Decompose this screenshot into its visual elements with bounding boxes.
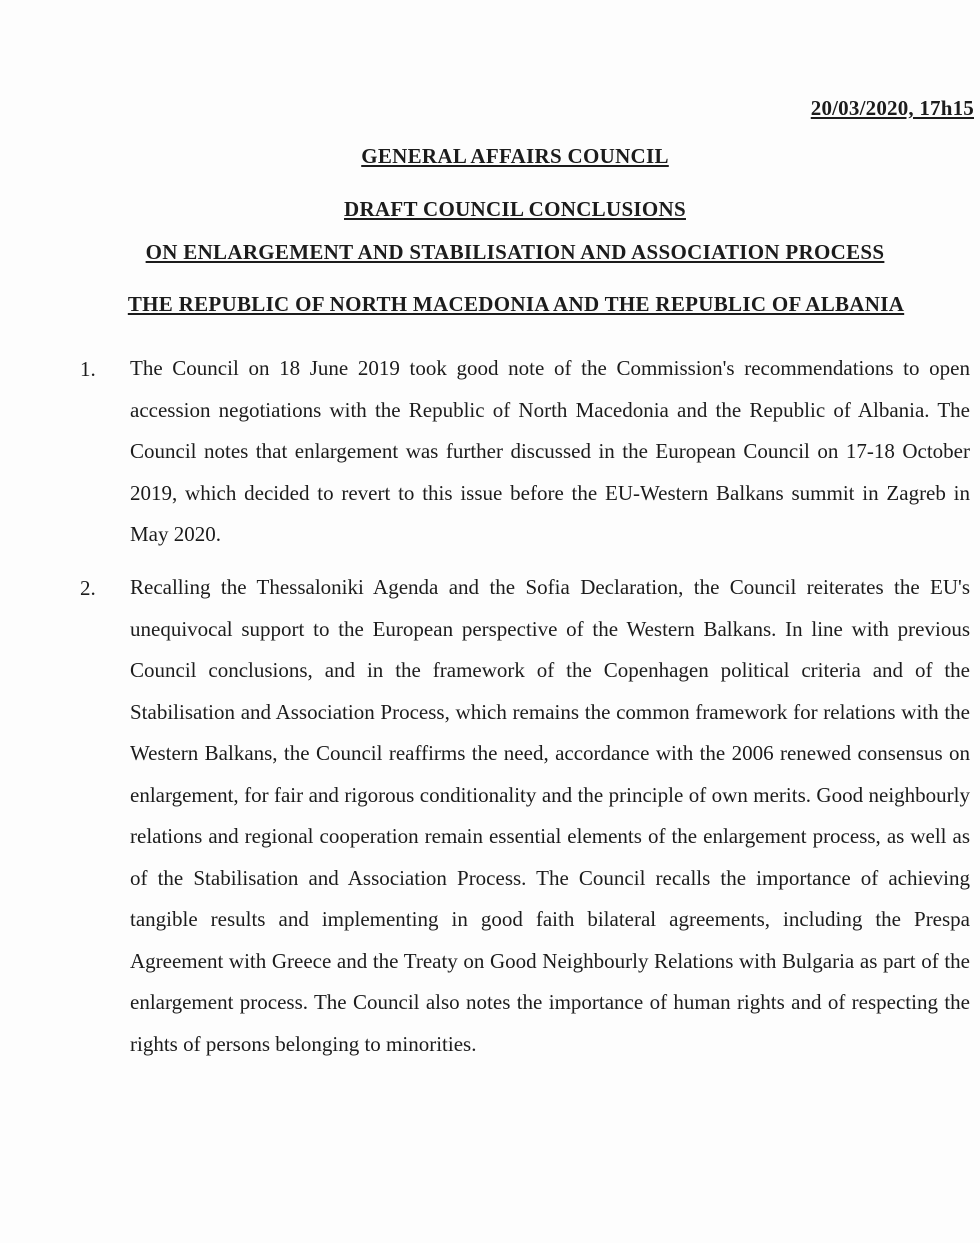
- document-timestamp: 20/03/2020, 17h15: [810, 96, 974, 120]
- paragraph-number: 1.: [80, 357, 96, 381]
- heading-enlargement-process: ON ENLARGEMENT AND STABILISATION AND ASSOCIATION PROCESS: [145, 240, 885, 264]
- heading-draft-conclusions: DRAFT COUNCIL CONCLUSIONS: [343, 197, 686, 221]
- paragraph-number: 2.: [80, 576, 96, 600]
- paragraph-text: Recalling the Thessaloniki Agenda and the Sofia Declaration, the Council reiterates the EU's unequivocal support to the European perspective of the Western Balkans. In line with previous Council conclusions, and in the framework of the Copenhagen political criteria and of the Stabilisation and Association Process, which remains the common framework for relations with the Western Balkans, the Council reaffirms the need, accordance with the 2006 renewed consensus on enlargement, for fair and rigorous conditionality and the principle of own merits. Good neighbourly relations and regional cooperation remain essential elements of the enlargement process, as well as of the Stabilisation and Association Process. The Council recalls the importance of achieving tangible results and implementing in good faith bilateral agreements, including the Prespa Agreement with Greece and the Treaty on Good Neighbourly Relations with Bulgaria as part of the enlargement process. The Council also notes the importance of human rights and of respecting the rights of persons belonging to minorities.: [130, 575, 970, 1056]
- heading-countries: THE REPUBLIC OF NORTH MACEDONIA AND THE REPUBLIC OF ALBANIA: [127, 292, 905, 316]
- heading-council: GENERAL AFFAIRS COUNCIL: [361, 144, 669, 168]
- paragraph-text: The Council on 18 June 2019 took good note of the Commission's recommendations to open accession negotiations with the Republic of North Macedonia and the Republic of Albania. The Council notes that enlargement was further discussed in the European Council on 17-18 October 2019, which decided to revert to this issue before the EU-Western Balkans summit in Zagreb in May 2020.: [130, 356, 970, 546]
